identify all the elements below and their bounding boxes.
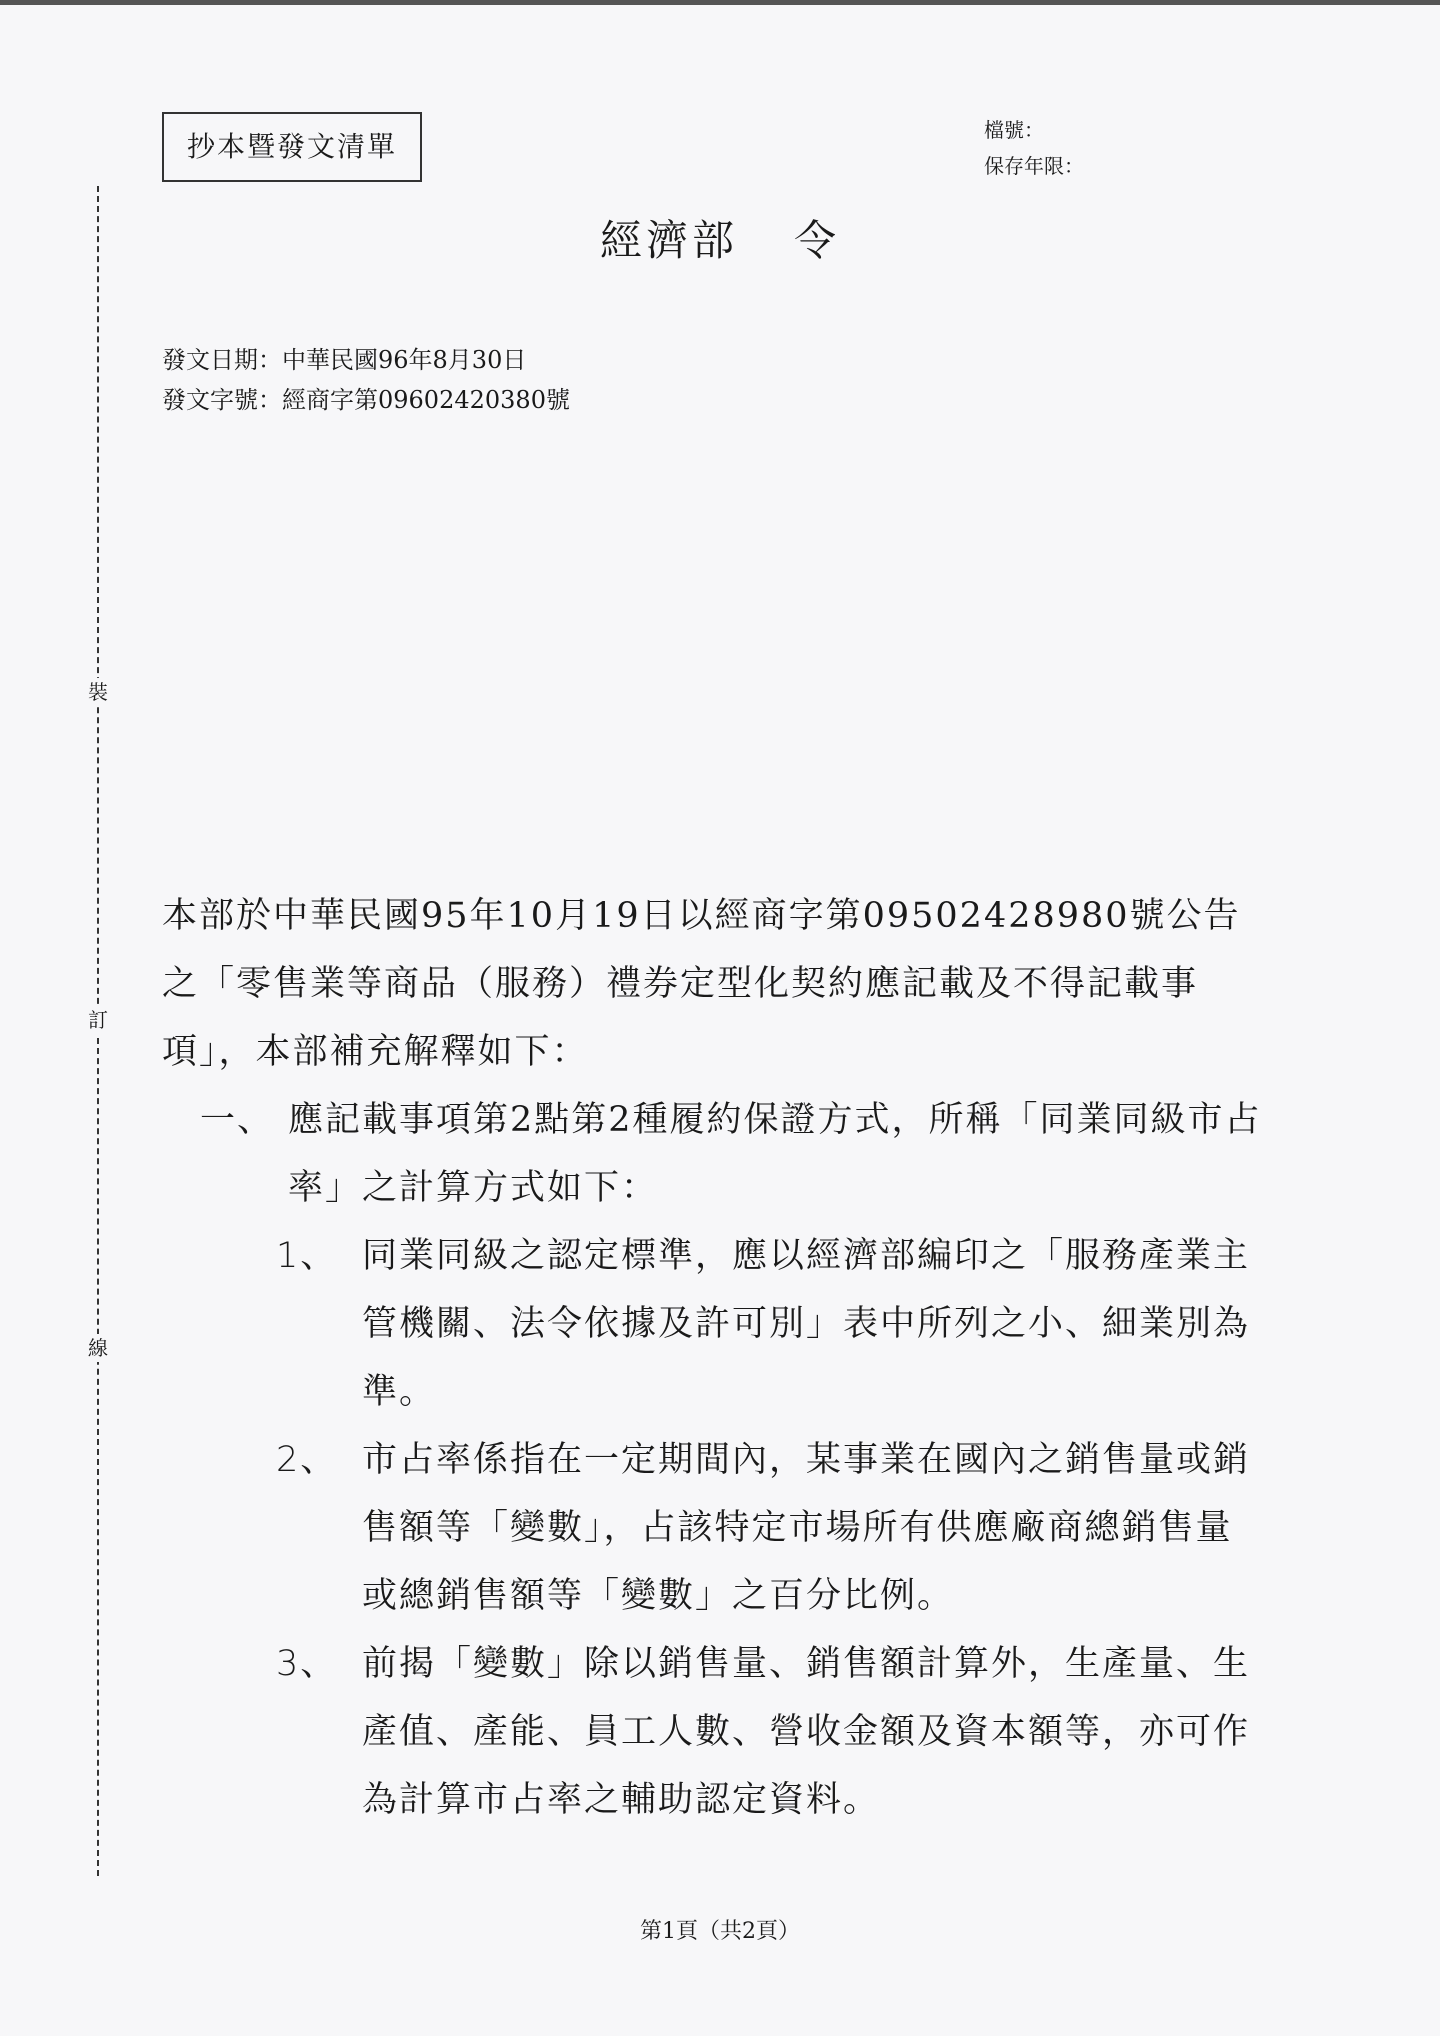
issue-date: 發文日期：中華民國96年8月30日 (162, 346, 527, 374)
title-ministry: 經濟部 (599, 216, 738, 265)
document-title (0, 208, 1440, 268)
list-item (162, 1426, 1268, 1630)
section-1-marker: 一、 (200, 1100, 275, 1140)
binding-mark-xian: 線 (88, 1336, 108, 1360)
document-body (162, 882, 1268, 1834)
scan-top-edge (0, 0, 1440, 5)
item-2-text: 市占率係指在一定期間內，某事業在國內之銷售量或銷售額等「變數」，占該特定市場所有供應廠商總銷售量或總銷售額等「變數」之百分比例。 (362, 1440, 1251, 1616)
item-2-marker: 2、 (276, 1440, 338, 1480)
list-item (162, 1630, 1268, 1834)
file-number-label: 檔號： (984, 118, 1044, 142)
title-order: 令 (794, 216, 841, 265)
copy-dispatch-stamp: 抄本暨發文清單 (162, 112, 422, 182)
item-1-text: 同業同級之認定標準，應以經濟部編印之「服務產業主管機關、法令依據及許可別」表中所列之小、細業別為準。 (362, 1236, 1251, 1412)
intro-paragraph: 本部於中華民國95年10月19日以經商字第09502428980號公告之「零售業等商品（服務）禮券定型化契約應記載及不得記載事項」，本部補充解釋如下： (162, 896, 1241, 1072)
item-3-text: 前揭「變數」除以銷售量、銷售額計算外，生產量、生產值、產能、員工人數、營收金額及資本額等，亦可作為計算市占率之輔助認定資料。 (362, 1644, 1251, 1820)
list-item (162, 1222, 1268, 1426)
section-1-text: 應記載事項第2點第2種履約保證方式，所稱「同業同級市占率」之計算方式如下： (288, 1100, 1262, 1208)
retention-period-label: 保存年限： (984, 154, 1084, 178)
section-1 (162, 1086, 1268, 1222)
item-1-marker: 1、 (276, 1236, 338, 1276)
binding-mark-zhuang: 裝 (88, 680, 108, 704)
issue-number: 發文字號：經商字第09602420380號 (162, 386, 570, 414)
item-3-marker: 3、 (276, 1644, 338, 1684)
page-number: 第1頁（共2頁） (640, 1919, 800, 1944)
issue-info (162, 340, 570, 420)
binding-mark-ding: 訂 (88, 1008, 108, 1032)
file-meta (984, 112, 1084, 184)
